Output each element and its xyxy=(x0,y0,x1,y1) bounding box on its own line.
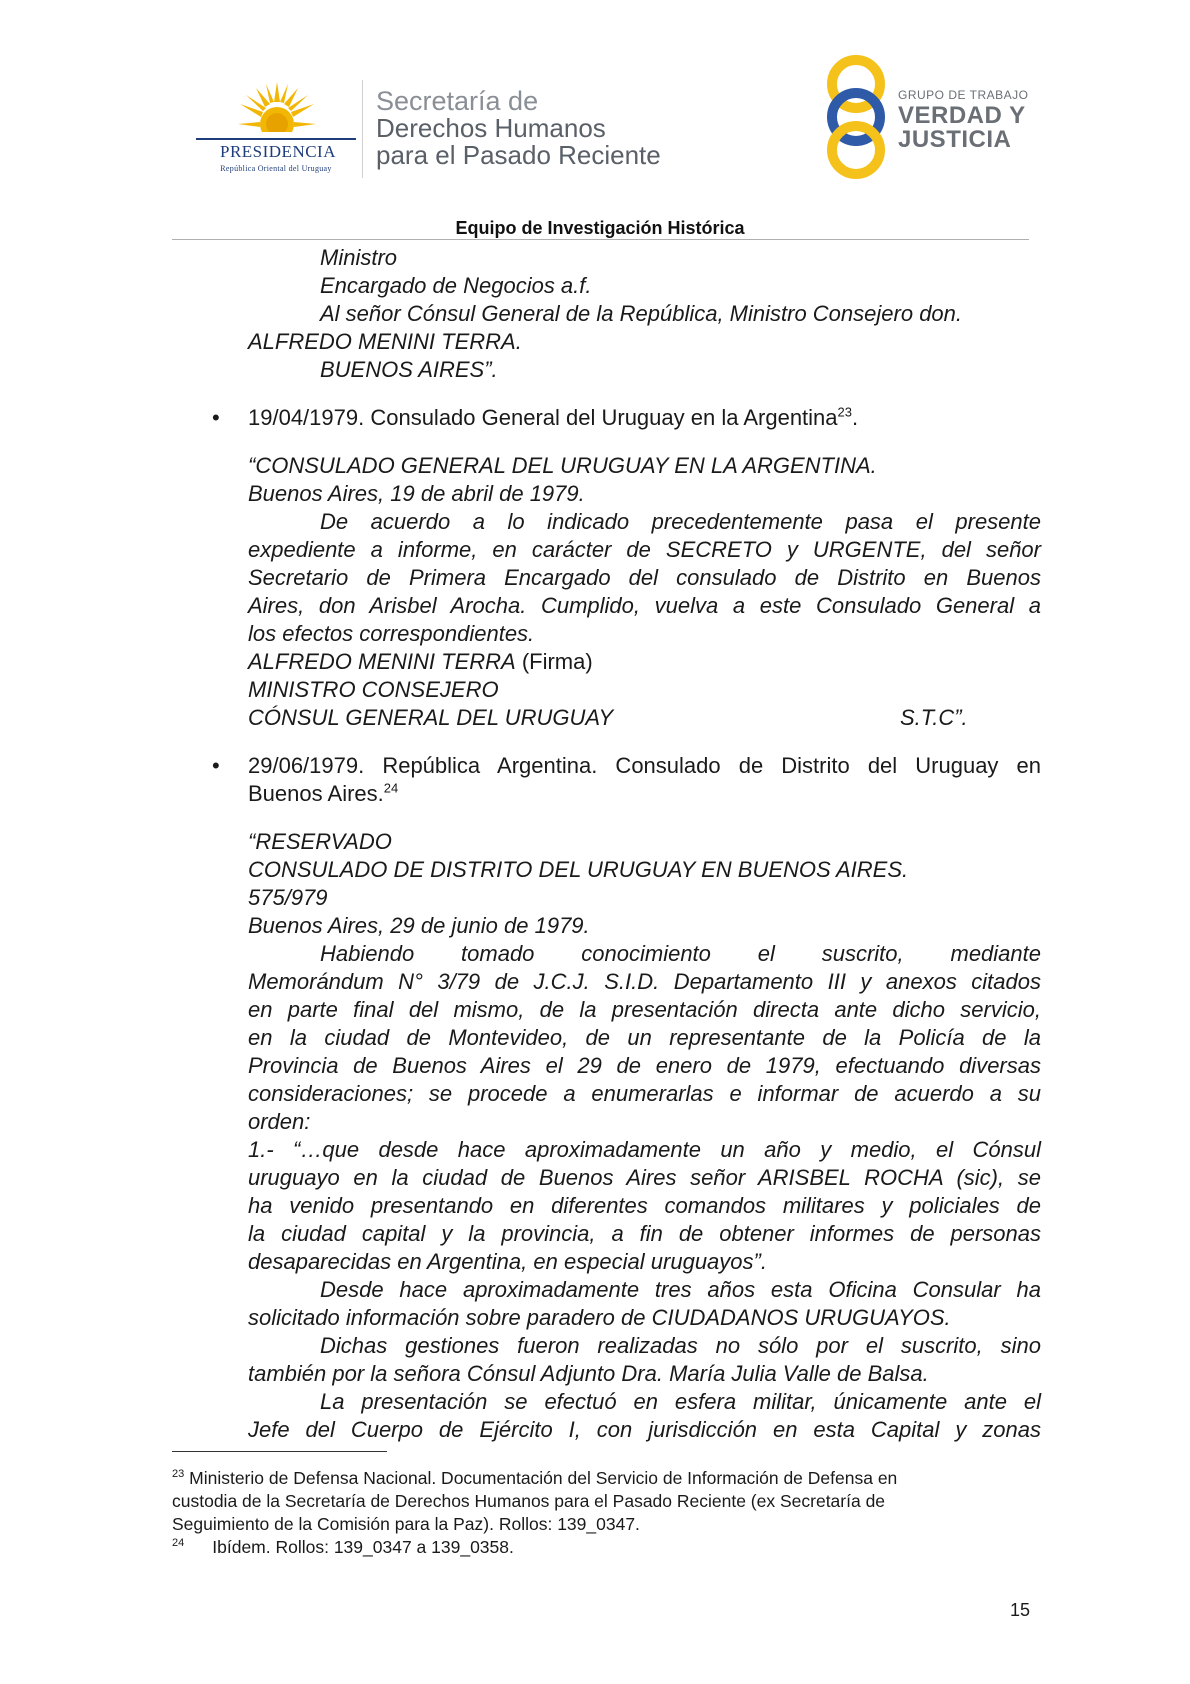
entry-2-para-line-11: la ciudad capital y la provincia, a fin de obtener informes de personas xyxy=(248,1221,1041,1246)
entry-2-para-line-17: La presentación se efectuó en esfera militar, únicamente ante el xyxy=(320,1389,1041,1414)
header-divider xyxy=(362,80,363,178)
entry-2-para-line-5: Provincia de Buenos Aires el 29 de enero de 1979, efectuando diversas xyxy=(248,1053,1041,1078)
entry-2-quote-line-4: Buenos Aires, 29 de junio de 1979. xyxy=(248,913,590,938)
entry-1-quote-line-1: “CONSULADO GENERAL DEL URUGUAY EN LA ARGENTINA. xyxy=(248,453,877,478)
entry-2-para-line-16: también por la señora Cónsul Adjunto Dra. María Julia Valle de Balsa. xyxy=(248,1361,929,1386)
entry-2-para-line-3: en parte final del mismo, de la presentación directa ante dicho servicio, xyxy=(248,997,1041,1022)
entry-2-para-line-7: orden: xyxy=(248,1109,311,1134)
presidencia-subtitle: República Oriental del Uruguay xyxy=(220,164,332,173)
entry-1-heading-tail: . xyxy=(852,405,859,430)
bullet-icon: • xyxy=(212,405,220,430)
entry-1-para-line-4: Aires, don Arisbel Arocha. Cumplido, vuelva a este Consulado General a xyxy=(248,593,1041,618)
entry-2-quote-line-1: “RESERVADO xyxy=(248,829,392,854)
footnote-23-line-3: Seguimiento de la Comisión para la Paz). Rollos: 139_0347. xyxy=(172,1514,640,1534)
footnote-23-text-1: Ministerio de Defensa Nacional. Documentación del Servicio de Información de Defensa en xyxy=(189,1468,898,1488)
entry-1-heading xyxy=(248,404,858,431)
entry-2-para-line-2: Memorándum N° 3/79 de J.C.J. S.I.D. Departamento III y anexos citados xyxy=(248,969,1041,994)
signature-firma: (Firma) xyxy=(515,649,593,674)
entry-2-para-line-8: 1.- “…que desde hace aproximadamente un año y medio, el Cónsul xyxy=(248,1137,1041,1162)
entry-1-para-line-3: Secretario de Primera Encargado del consulado de Distrito en Buenos xyxy=(248,565,1041,590)
entry-2-para-line-9: uruguayo en la ciudad de Buenos Aires señor ARISBEL ROCHA (sic), se xyxy=(248,1165,1041,1190)
grupo-title-line-2: JUSTICIA xyxy=(898,126,1012,153)
entry-1-quote-line-2: Buenos Aires, 19 de abril de 1979. xyxy=(248,481,585,506)
sig-line-2: Encargado de Negocios a.f. xyxy=(320,273,592,298)
entry-2-heading-line-1: 29/06/1979. República Argentina. Consulado de Distrito del Uruguay en xyxy=(248,753,1041,778)
entry-2-quote-line-3: 575/979 xyxy=(248,885,328,910)
page-header-title: Equipo de Investigación Histórica xyxy=(455,218,745,238)
entry-1-para-line-2: expediente a informe, en carácter de SECRETO y URGENTE, del señor xyxy=(248,537,1041,562)
sig-line-4: ALFREDO MENINI TERRA. xyxy=(248,329,522,354)
footnote-ref-24[interactable]: 24 xyxy=(383,780,399,796)
entry-1-signature-line-3: CÓNSUL GENERAL DEL URUGUAY xyxy=(248,705,614,730)
presidencia-wordmark: PRESIDENCIA xyxy=(219,142,336,161)
entry-2-para-line-4: en la ciudad de Montevideo, de un representante de la Policía de la xyxy=(248,1025,1041,1050)
secretaria-line-2: Derechos Humanos xyxy=(376,113,606,143)
entry-1-para-line-1: De acuerdo a lo indicado precedentemente pasa el presente xyxy=(320,509,1041,534)
footnote-23-number: 23 xyxy=(172,1468,185,1481)
footnote-24-text: Ibídem. Rollos: 139_0347 a 139_0358. xyxy=(212,1537,514,1557)
bullet-icon: • xyxy=(212,753,220,778)
entry-2-para-line-18: Jefe del Cuerpo de Ejército I, con jurisdicción en esta Capital y zonas xyxy=(248,1417,1041,1442)
grupo-trabajo-logo xyxy=(820,54,1040,184)
footnote-23 xyxy=(172,1467,1032,1536)
entry-2-para-line-6: consideraciones; se procede a enumerarlas e informar de acuerdo a su xyxy=(248,1081,1041,1106)
sig-line-5: BUENOS AIRES”. xyxy=(320,357,498,382)
entry-1-signature-line-2: MINISTRO CONSEJERO xyxy=(248,677,499,702)
entry-2-heading-line-2 xyxy=(248,780,398,807)
entry-1-signature-line-1 xyxy=(248,648,593,675)
entry-2-para-line-14: solicitado información sobre paradero de CIUDADANOS URUGUAYOS. xyxy=(248,1305,951,1330)
entry-2-para-line-13: Desde hace aproximadamente tres años esta Oficina Consular ha xyxy=(320,1277,1041,1302)
presidencia-underline xyxy=(196,138,356,140)
grupo-small-label: GRUPO DE TRABAJO xyxy=(898,88,1029,102)
entry-2-para-line-15: Dichas gestiones fueron realizadas no sólo por el suscrito, sino xyxy=(320,1333,1041,1358)
sun-emblem-icon xyxy=(236,80,318,142)
secretaria-line-3: para el Pasado Reciente xyxy=(376,140,661,170)
footnote-separator xyxy=(172,1451,387,1452)
entry-2-heading-text: Buenos Aires. xyxy=(248,781,384,806)
entry-2-para-line-12: desaparecidas en Argentina, en especial uruguayos”. xyxy=(248,1249,767,1274)
grupo-title-line-1: VERDAD Y xyxy=(898,102,1026,129)
entry-1-para-line-5: los efectos correspondientes. xyxy=(248,621,535,646)
entry-2-para-line-10: ha venido presentando en diferentes comandos militares y policiales de xyxy=(248,1193,1041,1218)
sig-line-1: Ministro xyxy=(320,245,398,270)
footnote-23-line-1 xyxy=(172,1467,1032,1490)
footnote-24 xyxy=(172,1536,514,1559)
entry-1-stc: S.T.C”. xyxy=(900,705,968,730)
secretaria-title xyxy=(376,88,716,169)
entry-1-heading-text: 19/04/1979. Consulado General del Uruguay en la Argentina xyxy=(248,405,838,430)
header-rule xyxy=(172,239,1029,240)
signature-name: ALFREDO MENINI TERRA xyxy=(248,649,516,674)
interlinked-rings-icon xyxy=(820,54,892,180)
sig-line-3: Al señor Cónsul General de la República, Ministro Consejero don. xyxy=(320,301,963,326)
entry-2-para-line-1: Habiendo tomado conocimiento el suscrito, mediante xyxy=(320,941,1041,966)
page-number: 15 xyxy=(1009,1600,1030,1620)
footnote-24-number: 24 xyxy=(172,1537,185,1550)
secretaria-line-1: Secretaría de xyxy=(376,86,539,116)
presidencia-logo xyxy=(196,80,356,180)
entry-2-quote-line-2: CONSULADO DE DISTRITO DEL URUGUAY EN BUENOS AIRES. xyxy=(248,857,909,882)
footnote-23-line-2: custodia de la Secretaría de Derechos Humanos para el Pasado Reciente (ex Secretaría de xyxy=(172,1491,886,1511)
footnote-ref-23[interactable]: 23 xyxy=(837,404,852,420)
